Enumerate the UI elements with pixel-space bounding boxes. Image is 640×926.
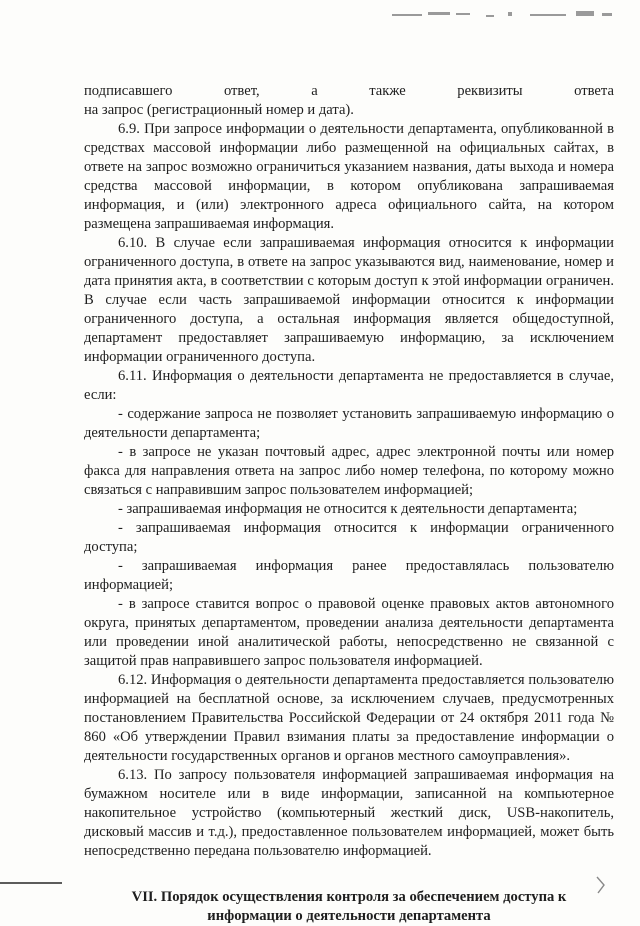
continuation-tail: на запрос (регистрационный номер и дата).	[84, 102, 354, 118]
continuation-word: ответ,	[223, 83, 260, 99]
scan-artifact-bottom-line	[0, 882, 62, 884]
continuation-word: а	[311, 83, 318, 99]
list-item: - запрашиваемая информация ранее предоставлялась пользователю информацией;	[84, 558, 614, 593]
continuation-word: ответа	[574, 83, 614, 99]
list-item: - запрашиваемая информация относится к информации ограниченного доступа;	[84, 520, 614, 555]
list-item: - в запросе не указан почтовый адрес, адрес электронной почты или номер факса для направления ответа на запрос либо номер телефона, по которому можно связаться с направившим запрос пользователем информацией;	[84, 444, 614, 498]
list-item: - содержание запроса не позволяет установить запрашиваемую информацию о деятельности департамента;	[84, 406, 614, 441]
document-page	[84, 82, 614, 926]
paragraph-6-10: 6.10. В случае если запрашиваемая информация относится к информации ограниченного доступа, в ответе на запрос указываются вид, наименование, номер и дата принятия акта, в соответствии с которым доступ к этой информации ограничен. В случае если часть запрашиваемой информации относится к информации ограниченного доступа, а остальная информация является общедоступной, департамент предоставляет запрашиваемую информацию, за исключением информации ограниченного доступа.	[84, 235, 614, 365]
paragraph-6-13: 6.13. По запросу пользователя информацией запрашиваемая информация на бумажном носителе или в виде информации, записанной на компьютерное накопительное устройство (компьютерный жесткий диск, USB-накопитель, дисковый массив и т.д.), предоставленное пользователем информацией, может быть непосредственно передана пользователю информацией.	[84, 767, 614, 859]
continuation-word: реквизиты	[457, 83, 523, 99]
paragraph-6-11: 6.11. Информация о деятельности департамента не предоставляется в случае, если:	[84, 368, 614, 403]
continuation-word: также	[369, 83, 406, 99]
section-heading: VII. Порядок осуществления контроля за обеспечением доступа к информации о деятельности департамента	[131, 889, 567, 924]
continuation-word: подписавшего	[84, 83, 173, 99]
list-item: - запрашиваемая информация не относится к деятельности департамента;	[118, 501, 578, 517]
paragraph-6-9: 6.9. При запросе информации о деятельности департамента, опубликованной в средствах массовой информации либо размещенной на официальных сайтах, в ответе на запрос возможно ограничиться указанием названия, даты выхода и номера средства массовой информации, в котором опубликована запрашиваемая информация, и (или) электронного адреса официального сайта, на котором размещена запрашиваемая информация.	[84, 121, 614, 232]
list-item: - в запросе ставится вопрос о правовой оценке правовых актов автономного округа, принятых департаментом, проведении анализа деятельности департамента или проведении иной аналитической работы, непосредственно не связанной с защитой прав направившего запрос пользователя информацией.	[84, 596, 614, 669]
scan-artifact-top	[390, 6, 615, 22]
paragraph-6-12: 6.12. Информация о деятельности департамента предоставляется пользователю информацией на бесплатной основе, за исключением случаев, предусмотренных постановлением Правительства Российской Федерации от 24 октября 2011 года № 860 «Об утверждении Правил взимания платы за предоставление информации о деятельности государственных органов и органов местного самоуправления».	[84, 672, 614, 764]
continuation-line	[84, 82, 614, 101]
